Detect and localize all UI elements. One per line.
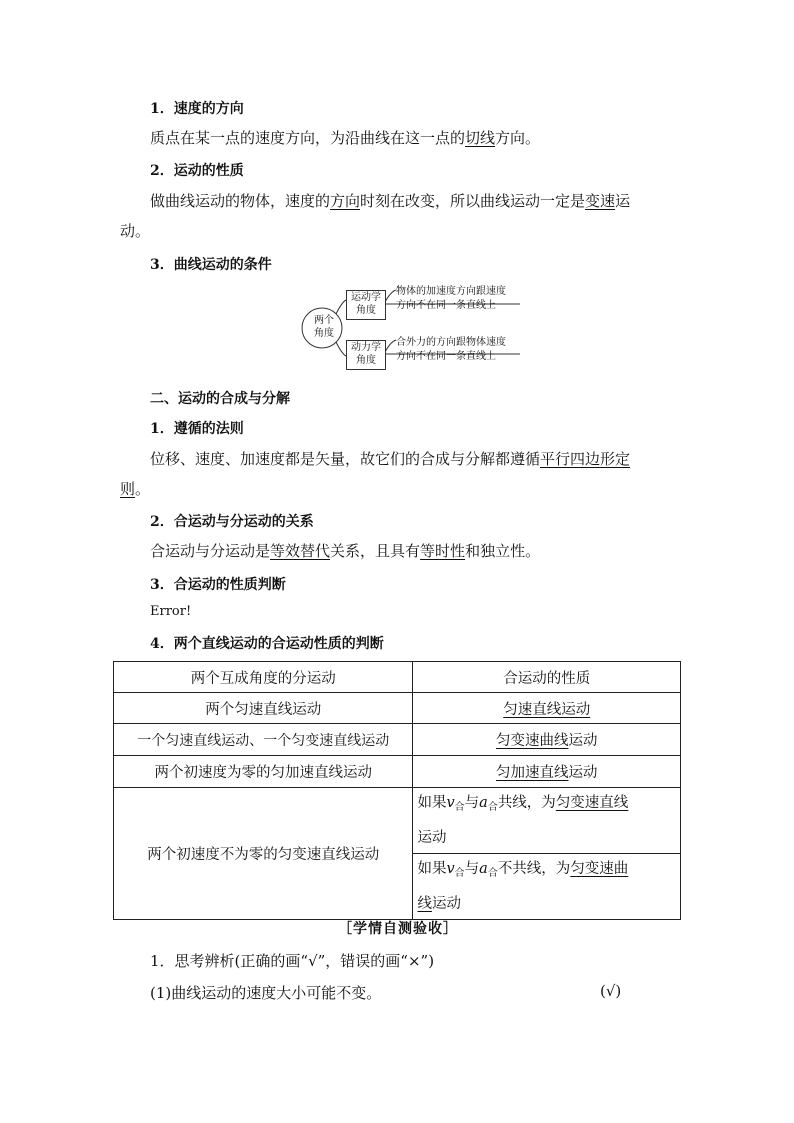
- answer-blank: 则: [120, 480, 136, 498]
- table-cell: 一个匀速直线运动、一个匀变速直线运动: [114, 724, 413, 756]
- paragraph: [150, 127, 540, 148]
- table-cell: 两个匀速直线运动: [114, 693, 413, 724]
- subscript: 合: [454, 802, 465, 813]
- table-row: [114, 724, 681, 756]
- diagram-center-label: [309, 314, 339, 340]
- paragraph-continued: [120, 478, 150, 499]
- heading-motion-nature: 2．运动的性质: [150, 163, 244, 179]
- text: 方向。: [495, 129, 541, 147]
- self-test-banner: ［学情自测验收］: [338, 921, 458, 937]
- text: 合外力的方向跟物体速度: [396, 337, 506, 348]
- text: 运: [615, 192, 631, 210]
- dynamics-condition: [396, 336, 506, 364]
- question-item: (1)曲线运动的速度大小可能不变。: [150, 984, 382, 1002]
- motion-table: [113, 661, 681, 920]
- kinematics-box: [346, 290, 386, 320]
- symbol-v: v: [446, 795, 455, 811]
- heading-two-linear: 4．两个直线运动的合运动性质的判断: [150, 636, 384, 652]
- text: 合运动与分运动是: [150, 542, 271, 560]
- table-cell: [413, 724, 681, 756]
- section-title: 二、运动的合成与分解: [150, 391, 290, 407]
- text: 方向不在同一条直线上: [396, 300, 496, 311]
- answer-blank: 匀变速曲: [570, 861, 629, 877]
- text: 运动: [431, 896, 461, 912]
- paragraph: [150, 448, 630, 469]
- text: 做曲线运动的物体，速度的: [150, 192, 331, 210]
- text: 与: [464, 861, 480, 877]
- answer-blank: 匀变速直线: [555, 795, 629, 811]
- table-cell: [413, 756, 681, 788]
- answer-blank: 匀加速直线: [495, 765, 569, 781]
- text: 物体的加速度方向跟速度: [396, 286, 506, 297]
- answer-blank: 等时性: [420, 542, 466, 560]
- answer-blank: 匀变速曲线: [495, 733, 569, 749]
- answer-blank: 方向: [330, 192, 361, 210]
- text: 运动: [568, 733, 598, 749]
- table-header: 合运动的性质: [413, 662, 681, 693]
- answer-blank: 线: [417, 896, 432, 912]
- question-answer: (√): [600, 982, 622, 1000]
- text: 运动学: [351, 292, 381, 303]
- dynamics-box: [346, 340, 386, 370]
- table-row: [114, 788, 681, 854]
- text: 时刻在改变，所以曲线运动一定是: [360, 192, 586, 210]
- heading-judgment: 3．合运动的性质判断: [150, 577, 286, 593]
- subscript: 合: [487, 802, 498, 813]
- text: 如果: [417, 861, 447, 877]
- answer-blank: 变速: [585, 192, 616, 210]
- text: 如果: [417, 795, 447, 811]
- answer-blank: 平行四边形定: [540, 450, 631, 468]
- table-cell: [413, 788, 681, 854]
- table-cell: [413, 854, 681, 920]
- symbol-v: v: [446, 861, 455, 877]
- text: 运动: [417, 830, 447, 846]
- kinematics-condition: [396, 285, 506, 313]
- answer-blank: 切线: [465, 129, 496, 147]
- paragraph: [150, 540, 540, 561]
- text: 角度: [356, 355, 376, 366]
- subscript: 合: [454, 868, 465, 879]
- table-header-row: [114, 662, 681, 693]
- text: 不共线，为: [497, 861, 571, 877]
- heading-rules: 1．遵循的法则: [150, 421, 244, 437]
- subscript: 合: [487, 868, 498, 879]
- text: 与: [464, 795, 480, 811]
- table-row: [114, 756, 681, 788]
- text: 位移、速度、加速度都是矢量，故它们的合成与分解都遵循: [150, 450, 541, 468]
- text: 共线，为: [497, 795, 556, 811]
- answer-blank: 等效替代: [270, 542, 331, 560]
- text: 角度: [314, 328, 334, 339]
- text: 。: [135, 480, 151, 498]
- text: 动力学: [351, 342, 381, 353]
- text: 关系，且具有: [330, 542, 421, 560]
- table-cell: 两个初速度不为零的匀变速直线运动: [114, 788, 413, 920]
- symbol-a: a: [479, 861, 488, 877]
- answer-blank: 匀速直线运动: [503, 701, 591, 718]
- question-heading: 1．思考辨析(正确的画“√”，错误的画“×”): [150, 952, 435, 970]
- text: 方向不在同一条直线上: [396, 351, 496, 362]
- symbol-a: a: [479, 795, 488, 811]
- table-header: 两个互成角度的分运动: [114, 662, 413, 693]
- error-text: Error!: [150, 604, 192, 619]
- text: 角度: [356, 305, 376, 316]
- heading-velocity-direction: 1．速度的方向: [150, 101, 244, 117]
- text: 两个: [314, 315, 334, 326]
- table-cell: [413, 693, 681, 724]
- paragraph-continued: 动。: [120, 222, 151, 240]
- table-cell: 两个初速度为零的匀加速直线运动: [114, 756, 413, 788]
- table-row: [114, 693, 681, 724]
- heading-curve-conditions: 3．曲线运动的条件: [150, 257, 272, 273]
- paragraph: [150, 190, 630, 211]
- heading-relationship: 2．合运动与分运动的关系: [150, 514, 314, 530]
- text: 和独立性。: [465, 542, 541, 560]
- text: 运动: [568, 765, 598, 781]
- text: 质点在某一点的速度方向，为沿曲线在这一点的: [150, 129, 466, 147]
